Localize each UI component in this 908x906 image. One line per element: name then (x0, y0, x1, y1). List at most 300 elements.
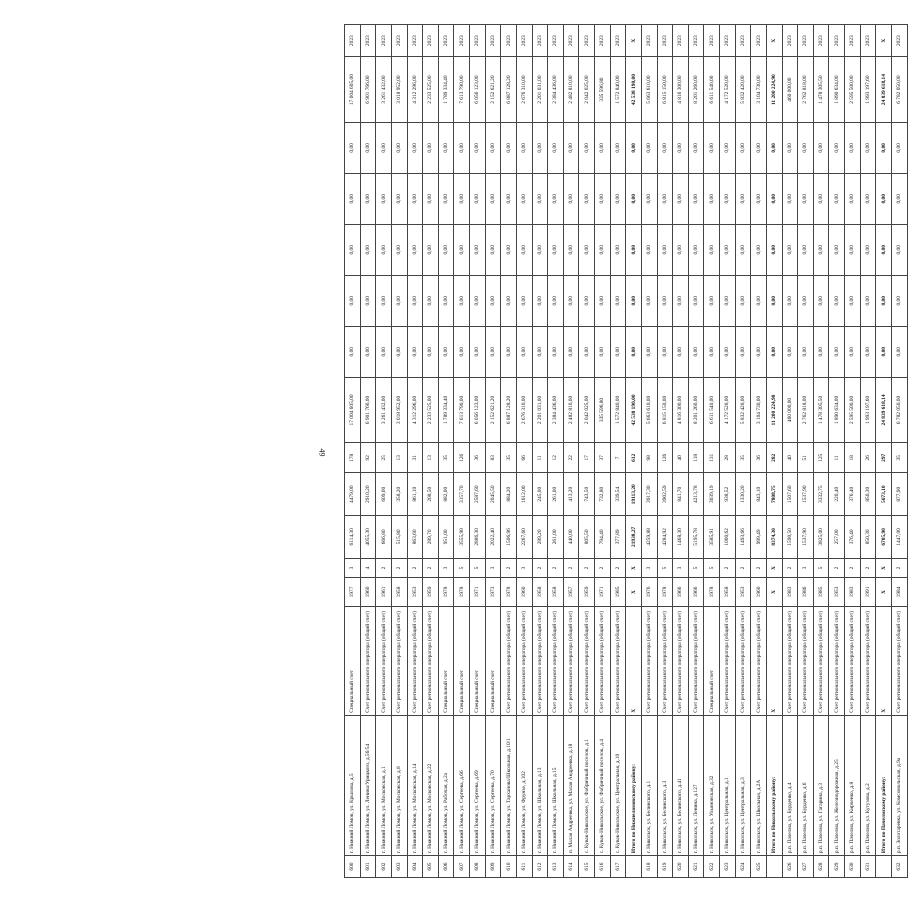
cost-part-2-cell: 0,00 (438, 275, 454, 326)
address-cell: р.п. Пачелма, ул. Гагарина, д.3 (813, 715, 829, 855)
cost-part-3-cell: 0,00 (532, 224, 548, 275)
account-type-cell: Специальный счет (704, 606, 720, 715)
living-area-cell: 884,20 (501, 473, 517, 516)
floors-cell: X (626, 558, 642, 578)
address-cell: г. Нижний Ломов, ул. Московская, д.22 (423, 715, 439, 855)
cost-part-3-cell: 0,00 (798, 224, 814, 275)
cost-part-3-cell: 0,00 (360, 224, 376, 275)
cost-cell: 17 004 605,00 (345, 377, 361, 443)
row-number-cell: 622 (704, 856, 720, 878)
cost-part-5-cell: 0,00 (360, 122, 376, 173)
cost-part-1-cell: 0,00 (345, 326, 361, 377)
year-cell: 1966 (673, 578, 689, 606)
floors-cell: 2 (532, 558, 548, 578)
residents-cell: 66 (516, 443, 532, 473)
table-row (548, 25, 564, 878)
account-type-cell: Счет регионального оператора (общий счет) (391, 606, 407, 715)
address-cell: г. Нижний Ломов, ул. Школьная, д.13 (532, 715, 548, 855)
cost-part-4-cell: 0,00 (579, 173, 595, 224)
total-cost-cell: 335 596,80 (595, 57, 611, 123)
cost-cell: 3 018 952,00 (391, 377, 407, 443)
account-type-cell: Специальный счет (470, 606, 486, 715)
floors-cell: 3 (516, 558, 532, 578)
cost-part-3-cell: 0,00 (563, 224, 579, 275)
cost-part-5-cell: 0,00 (532, 122, 548, 173)
cost-part-2-cell: 0,00 (485, 275, 501, 326)
row-number-cell: 607 (454, 856, 470, 878)
cost-part-4-cell: 0,00 (407, 173, 423, 224)
cost-part-5-cell: 0,00 (407, 122, 423, 173)
total-cost-cell: 6 056 123,00 (470, 57, 486, 123)
cost-cell: 2 676 310,00 (516, 377, 532, 443)
residents-cell: 35 (438, 443, 454, 473)
living-area-cell: 2910,20 (360, 473, 376, 516)
living-area-cell: 841,70 (673, 473, 689, 516)
year-cell: 1977 (345, 578, 361, 606)
total-cost-cell: 24 839 618,14 (876, 57, 892, 123)
cost-part-5-cell: 0,00 (751, 122, 767, 173)
account-type-cell: Специальный счет (345, 606, 361, 715)
total-cost-cell: 2 482 810,00 (563, 57, 579, 123)
account-type-cell: Специальный счет (454, 606, 470, 715)
cost-cell: 3 261 432,00 (376, 377, 392, 443)
table-row (360, 25, 376, 878)
area-cell: 794,40 (595, 516, 611, 559)
total-cost-cell: 1 993 197,60 (860, 57, 876, 123)
total-cost-cell: 6 782 050,00 (891, 57, 907, 123)
cost-part-2-cell: 0,00 (735, 275, 751, 326)
cost-part-2-cell: 0,00 (548, 275, 564, 326)
cost-cell: 3 104 730,00 (751, 377, 767, 443)
account-type-cell: Счет регионального оператора (общий счет) (641, 606, 657, 715)
row-number-cell: 605 (423, 856, 439, 878)
year-cell: 1958 (391, 578, 407, 606)
account-type-cell: Счет регионального оператора (общий счет) (516, 606, 532, 715)
cost-part-1-cell: 0,00 (563, 326, 579, 377)
area-cell: 376,40 (845, 516, 861, 559)
total-row (626, 25, 642, 878)
cost-cell: 2 152 621,20 (485, 377, 501, 443)
cost-part-1-cell: 0,00 (376, 326, 392, 377)
plan-year-cell: X (876, 25, 892, 57)
row-number-cell: 623 (720, 856, 736, 878)
cost-part-3-cell: 0,00 (438, 224, 454, 275)
area-cell: 289,70 (423, 516, 439, 559)
cost-part-1-cell: 0,00 (626, 326, 642, 377)
floors-cell: 2 (595, 558, 611, 578)
year-cell: 1976 (641, 578, 657, 606)
cost-part-2-cell: 0,00 (595, 275, 611, 326)
total-cost-cell: 2 152 621,20 (485, 57, 501, 123)
cost-part-3-cell: 0,00 (720, 224, 736, 275)
address-cell: р.п. Пачелма, ул. Бурденко, д.4 (782, 715, 798, 855)
cost-part-3-cell: 0,00 (860, 224, 876, 275)
plan-year-cell: 2023 (438, 25, 454, 57)
year-cell: 1991 (860, 578, 876, 606)
cost-part-1-cell: 0,00 (876, 326, 892, 377)
area-cell: 6114,30 (345, 516, 361, 559)
cost-part-4-cell: 0,00 (391, 173, 407, 224)
cost-part-2-cell: 0,00 (720, 275, 736, 326)
total-cost-cell: 3 261 432,00 (376, 57, 392, 123)
cost-part-5-cell: 0,00 (548, 122, 564, 173)
row-number-cell: 612 (532, 856, 548, 878)
floors-cell: 2 (891, 558, 907, 578)
residents-cell: 13 (423, 443, 439, 473)
address-cell: г. Никольск, ул. Ульяновская, д.32 (704, 715, 720, 855)
living-area-cell: 609,00 (376, 473, 392, 516)
floors-cell: 3 (798, 558, 814, 578)
residents-cell: 612 (626, 443, 642, 473)
address-cell: г. Нижний Ломов, ул. Тарханова/Школьная, д.10/1 (501, 715, 517, 855)
row-number-cell: 606 (438, 856, 454, 878)
address-cell: г. Нижний Ломов, ул. Сергеева, д.69 (470, 715, 486, 855)
residents-cell: 125 (813, 443, 829, 473)
cost-part-5-cell: 0,00 (345, 122, 361, 173)
area-cell: 805,50 (579, 516, 595, 559)
area-cell: 1590,50 (782, 516, 798, 559)
floors-cell: 2 (407, 558, 423, 578)
floors-cell: 2 (829, 558, 845, 578)
cost-part-3-cell: 0,00 (891, 224, 907, 275)
year-cell: 1978 (704, 578, 720, 606)
table-row (563, 25, 579, 878)
row-number-cell: 616 (595, 856, 611, 878)
plan-year-cell: 2023 (860, 25, 876, 57)
plan-year-cell: 2023 (595, 25, 611, 57)
area-cell: 6705,90 (876, 516, 892, 559)
floors-cell: 5 (688, 558, 704, 578)
cost-part-4-cell: 0,00 (376, 173, 392, 224)
row-number-cell: 615 (579, 856, 595, 878)
total-cost-cell: 7 613 790,00 (454, 57, 470, 123)
row-number-cell: 629 (829, 856, 845, 878)
living-area-cell: 261,00 (548, 473, 564, 516)
cost-part-3-cell: 0,00 (470, 224, 486, 275)
living-area-cell: 861,10 (407, 473, 423, 516)
cost-cell: 460 000,00 (782, 377, 798, 443)
total-row (876, 25, 892, 878)
cost-part-4-cell: 0,00 (782, 173, 798, 224)
floors-cell: 2 (860, 558, 876, 578)
year-cell: 1960 (516, 578, 532, 606)
cost-part-4-cell: 0,00 (485, 173, 501, 224)
floors-cell: 2 (376, 558, 392, 578)
account-type-cell: Счет регионального оператора (общий счет) (720, 606, 736, 715)
area-cell: 999,49 (751, 516, 767, 559)
plan-year-cell: 2023 (548, 25, 564, 57)
cost-part-3-cell: 0,00 (595, 224, 611, 275)
plan-year-cell: 2023 (407, 25, 423, 57)
cost-part-2-cell: 0,00 (626, 275, 642, 326)
cost-part-3-cell: 0,00 (766, 224, 782, 275)
row-number-cell: 625 (751, 856, 767, 878)
cost-part-2-cell: 0,00 (532, 275, 548, 326)
floors-cell: 2 (735, 558, 751, 578)
cost-part-1-cell: 0,00 (782, 326, 798, 377)
floors-cell: 2 (423, 558, 439, 578)
cost-part-3-cell: 0,00 (751, 224, 767, 275)
year-cell: 1953 (829, 578, 845, 606)
cost-cell: 5 832 420,00 (735, 377, 751, 443)
cost-part-1-cell: 0,00 (610, 326, 626, 377)
floors-cell: 5 (454, 558, 470, 578)
cost-cell: 4 312 296,00 (407, 377, 423, 443)
floors-cell: 2 (720, 558, 736, 578)
table-row (532, 25, 548, 878)
cost-part-1-cell: 0,00 (501, 326, 517, 377)
cost-part-2-cell: 0,00 (813, 275, 829, 326)
address-cell: с. Кувак-Никольское, ул. Фабричный поселок, д.4 (595, 715, 611, 855)
cost-part-2-cell: 0,00 (829, 275, 845, 326)
address-cell: г. Нижний Ломов, ул. Фрунзе, д.102 (516, 715, 532, 855)
residents-cell: 35 (501, 443, 517, 473)
cost-part-1-cell: 0,00 (360, 326, 376, 377)
row-number-cell: 619 (657, 856, 673, 878)
year-cell: 1983 (782, 578, 798, 606)
residents-cell: 26 (860, 443, 876, 473)
plan-year-cell: 2023 (579, 25, 595, 57)
address-cell: г. Нижний Ломов, ул. Ленина/Урицкого, д.56/54 (360, 715, 376, 855)
cost-part-4-cell: 0,00 (876, 173, 892, 224)
cost-part-5-cell: 0,00 (782, 122, 798, 173)
cost-cell: 1 789 334,40 (438, 377, 454, 443)
cost-part-1-cell: 0,00 (423, 326, 439, 377)
total-cost-cell: 460 000,00 (782, 57, 798, 123)
living-area-cell: 4213,78 (688, 473, 704, 516)
area-cell: 4055,30 (360, 516, 376, 559)
floors-cell: X (766, 558, 782, 578)
floors-cell: 5 (813, 558, 829, 578)
total-cost-cell: 2 201 031,00 (532, 57, 548, 123)
plan-year-cell: 2023 (845, 25, 861, 57)
cost-part-3-cell: 0,00 (626, 224, 642, 275)
cost-part-3-cell: 0,00 (579, 224, 595, 275)
residents-cell: 11 (829, 443, 845, 473)
residents-cell: 126 (657, 443, 673, 473)
cost-part-5-cell: 0,00 (798, 122, 814, 173)
address-cell: п. Малая Андреевка, ул. Малая Андреевка, д.18 (563, 715, 579, 855)
cost-part-3-cell: 0,00 (704, 224, 720, 275)
address-cell: г. Нижний Ломов, ул. Сергеева, д.66 (454, 715, 470, 855)
year-cell: 1978 (501, 578, 517, 606)
total-cost-cell: 5 663 610,00 (641, 57, 657, 123)
cost-cell: 4 172 520,00 (720, 377, 736, 443)
cost-part-1-cell: 0,00 (595, 326, 611, 377)
row-number-cell: 621 (688, 856, 704, 878)
cost-part-2-cell: 0,00 (610, 275, 626, 326)
table-row (782, 25, 798, 878)
year-cell: 1973 (485, 578, 501, 606)
row-number-cell: 626 (782, 856, 798, 878)
cost-part-4-cell: 0,00 (360, 173, 376, 224)
plan-year-cell: 2023 (751, 25, 767, 57)
row-number-cell: 631 (860, 856, 876, 878)
account-type-cell: Счет регионального оператора (общий счет) (813, 606, 829, 715)
account-type-cell: Счет регионального оператора (общий счет) (360, 606, 376, 715)
area-cell: 1493,66 (735, 516, 751, 559)
total-cost-cell: 2 042 025,00 (579, 57, 595, 123)
plan-year-cell: 2023 (798, 25, 814, 57)
living-area-cell: 3332,75 (813, 473, 829, 516)
cost-part-1-cell: 0,00 (813, 326, 829, 377)
total-cost-cell: 1 572 840,00 (610, 57, 626, 123)
row-number-cell: 602 (376, 856, 392, 878)
total-cost-cell: 6 901 766,00 (360, 57, 376, 123)
plan-year-cell: 2023 (454, 25, 470, 57)
residents-cell: 7 (610, 443, 626, 473)
year-cell: 1984 (891, 578, 907, 606)
cost-part-4-cell: 0,00 (688, 173, 704, 224)
cost-part-2-cell: 0,00 (423, 275, 439, 326)
cost-part-3-cell: 0,00 (735, 224, 751, 275)
plan-year-cell: 2023 (813, 25, 829, 57)
cost-cell: 2 384 436,00 (548, 377, 564, 443)
cost-part-4-cell: 0,00 (704, 173, 720, 224)
living-area-cell: 3157,70 (454, 473, 470, 516)
living-area-cell: 2587,60 (470, 473, 486, 516)
cost-part-2-cell: 0,00 (454, 275, 470, 326)
plan-year-cell: 2023 (782, 25, 798, 57)
area-cell: 4259,88 (641, 516, 657, 559)
area-cell: 1447,00 (891, 516, 907, 559)
cost-part-1-cell: 0,00 (891, 326, 907, 377)
cost-part-1-cell: 0,00 (829, 326, 845, 377)
cost-part-3-cell: 0,00 (548, 224, 564, 275)
cost-part-5-cell: 0,00 (516, 122, 532, 173)
area-cell: 863,60 (407, 516, 423, 559)
area-cell: 515,80 (391, 516, 407, 559)
cost-cell: 6 782 050,00 (891, 377, 907, 443)
living-area-cell: 2045,50 (485, 473, 501, 516)
account-type-cell: Счет регионального оператора (общий счет) (751, 606, 767, 715)
cost-part-2-cell: 0,00 (704, 275, 720, 326)
address-cell: г. Нижний Ломов, ул. Московская, д.14 (407, 715, 423, 855)
row-number-cell: 618 (641, 856, 657, 878)
year-cell: X (766, 578, 782, 606)
cost-part-4-cell: 0,00 (563, 173, 579, 224)
address-cell: р.п. Пачелма, ул. Кутузова, д.2 (860, 715, 876, 855)
cost-cell: 2 762 818,00 (798, 377, 814, 443)
floors-cell: X (876, 558, 892, 578)
capital-repair-table (344, 24, 908, 878)
row-number-cell: 630 (845, 856, 861, 878)
account-type-cell: Счет регионального оператора (общий счет) (548, 606, 564, 715)
floors-cell: 5 (657, 558, 673, 578)
year-cell: 1966 (688, 578, 704, 606)
cost-part-3-cell: 0,00 (845, 224, 861, 275)
total-cost-cell: 17 004 605,00 (345, 57, 361, 123)
cost-part-4-cell: 0,00 (657, 173, 673, 224)
cost-part-3-cell: 0,00 (454, 224, 470, 275)
floors-cell: 3 (485, 558, 501, 578)
address-cell: с. Кувак-Никольское, ул. Центральная, д.10 (610, 715, 626, 855)
rotated-table-container (344, 24, 908, 878)
account-type-cell: Счет регионального оператора (общий счет) (501, 606, 517, 715)
year-cell: 1978 (657, 578, 673, 606)
account-type-cell: Счет регионального оператора (общий счет) (845, 606, 861, 715)
area-cell: 1468,30 (673, 516, 689, 559)
table-row (610, 25, 626, 878)
account-type-cell: Специальный счет (438, 606, 454, 715)
cost-part-1-cell: 0,00 (438, 326, 454, 377)
cost-part-3-cell: 0,00 (376, 224, 392, 275)
living-area-cell: 850,30 (860, 473, 876, 516)
account-type-cell: Счет регионального оператора (общий счет) (376, 606, 392, 715)
living-area-cell: 1537,90 (798, 473, 814, 516)
table-row (345, 25, 361, 878)
table-row (657, 25, 673, 878)
row-number-cell: 624 (735, 856, 751, 878)
floors-cell: 5 (470, 558, 486, 578)
plan-year-cell: 2023 (391, 25, 407, 57)
floors-cell: 5 (704, 558, 720, 578)
cost-cell: 8 201 260,00 (688, 377, 704, 443)
residents-cell: 12 (548, 443, 564, 473)
floors-cell: 3 (345, 558, 361, 578)
address-cell: г. Никольск, ул. Центральная, д.3 (735, 715, 751, 855)
plan-year-cell: 2023 (657, 25, 673, 57)
cost-part-5-cell: 0,00 (657, 122, 673, 173)
year-cell: 1957 (563, 578, 579, 606)
plan-year-cell: 2023 (376, 25, 392, 57)
table-row (501, 25, 517, 878)
cost-part-3-cell: 0,00 (782, 224, 798, 275)
year-cell: 1958 (532, 578, 548, 606)
total-cost-cell: 1 890 634,00 (829, 57, 845, 123)
row-number-cell: 613 (548, 856, 564, 878)
area-cell: 1506,96 (501, 516, 517, 559)
cost-part-4-cell: 0,00 (766, 173, 782, 224)
account-type-cell: Счет регионального оператора (общий счет) (798, 606, 814, 715)
living-area-cell: 877,90 (891, 473, 907, 516)
cost-part-2-cell: 0,00 (501, 275, 517, 326)
floors-cell: 3 (438, 558, 454, 578)
account-type-cell: Счет регионального оператора (общий счет) (595, 606, 611, 715)
living-area-cell: 1612,00 (516, 473, 532, 516)
residents-cell: 98 (641, 443, 657, 473)
address-cell: г. Никольск, ул. Белинского, д.3 (657, 715, 673, 855)
address-cell: г. Нижний Ломов, ул. Московская, д.8 (391, 715, 407, 855)
cost-part-3-cell: 0,00 (673, 224, 689, 275)
row-number-cell: 632 (891, 856, 907, 878)
residents-cell: 35 (891, 443, 907, 473)
table-row (704, 25, 720, 878)
residents-cell: 31 (407, 443, 423, 473)
cost-cell: 1 890 634,00 (829, 377, 845, 443)
cost-cell: 4 816 300,00 (673, 377, 689, 443)
residents-cell: 51 (798, 443, 814, 473)
cost-part-3-cell: 0,00 (657, 224, 673, 275)
cost-part-5-cell: 0,00 (563, 122, 579, 173)
cost-part-1-cell: 0,00 (766, 326, 782, 377)
cost-part-4-cell: 0,00 (891, 173, 907, 224)
residents-cell: 118 (688, 443, 704, 473)
living-area-cell: 4479,00 (345, 473, 361, 516)
address-cell: с. Кувак-Никольское, ул. Фабричный поселок, д.1 (579, 715, 595, 855)
cost-part-4-cell: 0,00 (626, 173, 642, 224)
cost-part-4-cell: 0,00 (751, 173, 767, 224)
cost-part-4-cell: 0,00 (438, 173, 454, 224)
cost-part-1-cell: 0,00 (516, 326, 532, 377)
account-type-cell: Счет регионального оператора (общий счет) (563, 606, 579, 715)
floors-cell: 2 (563, 558, 579, 578)
cost-part-3-cell: 0,00 (813, 224, 829, 275)
residents-cell: 37 (595, 443, 611, 473)
table-row (454, 25, 470, 878)
cost-part-4-cell: 0,00 (548, 173, 564, 224)
cost-cell: 1 478 305,50 (813, 377, 829, 443)
